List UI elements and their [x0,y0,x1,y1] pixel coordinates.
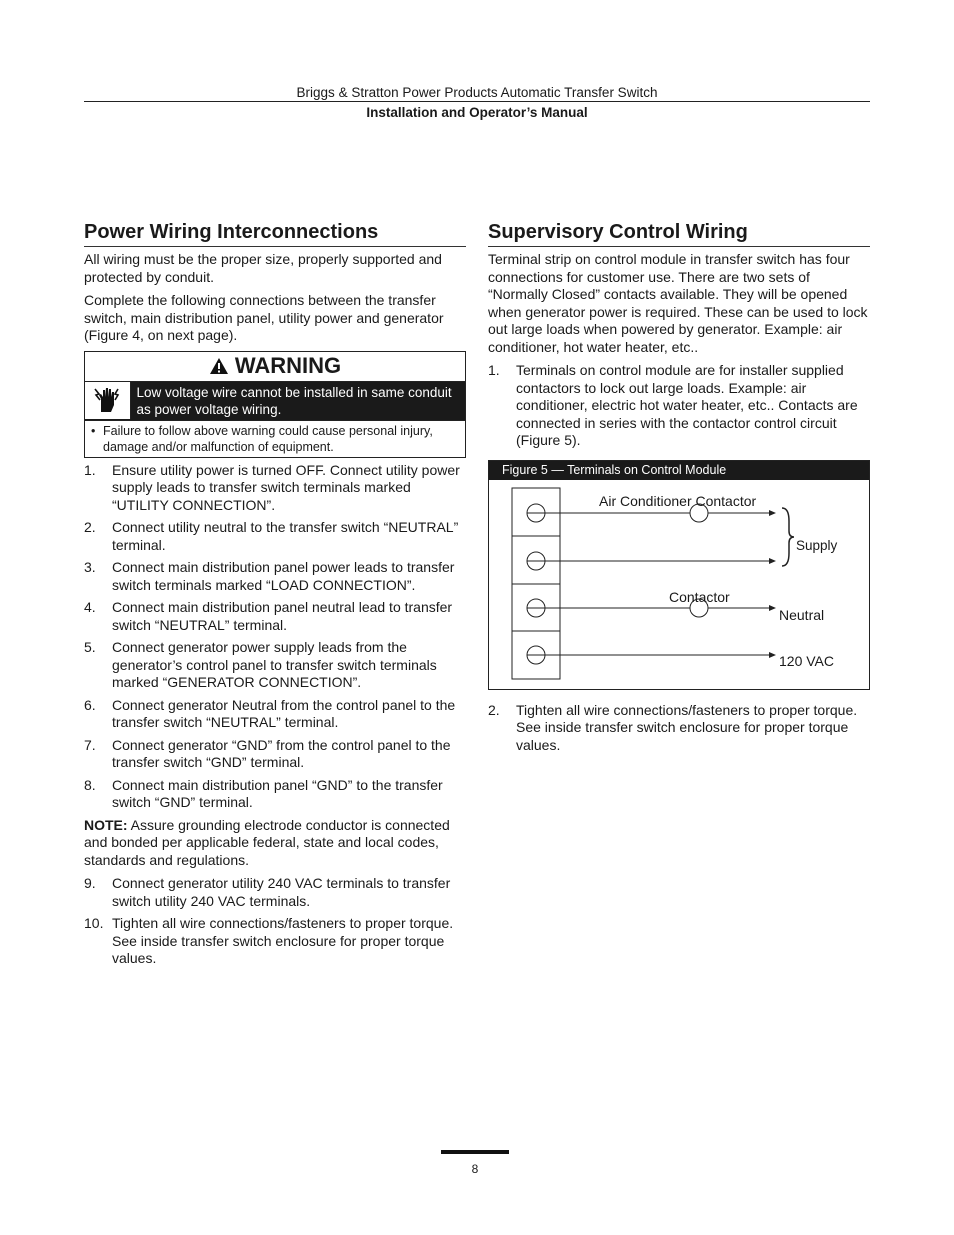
note-text: Assure grounding electrode conductor is connected and bonded per applicable federal, state and local codes, standards and regulations. [84,816,450,868]
warning-title: WARNING [234,353,342,379]
list-item: 7. Connect generator “GND” from the control panel to the transfer switch “GND” terminal. [84,736,451,770]
arrow-2 [769,558,776,564]
grounding-note [84,817,466,870]
header-subtitle: Installation and Operator’s Manual [366,105,588,120]
arrow-neutral [769,605,776,611]
label-neutral: Neutral [779,606,825,623]
arrow-1 [769,510,776,516]
supervisory-steps-continued [488,702,870,755]
page-number: 8 [471,1162,479,1176]
list-item: 1. Terminals on control module are for installer supplied contactors to lock out large loads. Example: air conditioner, electric hot water heater, etc.. Contacts are connected in series with the contactor control circuit (Figure 5). [488,362,858,448]
right-column [488,220,870,759]
warning-title-row [85,352,465,381]
list-item: 4. Connect main distribution panel neutral lead to transfer switch “NEUTRAL” terminal. [84,599,453,633]
list-item: 3. Connect main distribution panel power leads to transfer switch terminals marked “LOAD CONNECTION”. [84,559,455,593]
supervisory-steps [488,362,870,450]
warning-box [84,351,466,458]
list-item: 6. Connect generator Neutral from the control panel to the transfer switch “NEUTRAL” terminal. [84,696,456,730]
header-title: Briggs & Stratton Power Products Automatic Transfer Switch [296,85,658,100]
label-supply: Supply [796,537,838,553]
warning-message: Low voltage wire cannot be installed in same conduit as power voltage wiring. [136,384,452,417]
left-para-1: All wiring must be the proper size, properly supported and protected by conduit. [84,251,442,285]
page-header [84,84,870,122]
list-item: 2. Connect utility neutral to the transfer switch “NEUTRAL” terminal. [84,519,459,553]
left-column [84,220,466,973]
supply-brace [782,508,794,566]
figure-terminals [488,460,870,690]
power-wiring-steps-continued [84,875,466,968]
list-item: 5. Connect generator power supply leads from the generator’s control panel to transfer switch terminals marked “GENERATOR CONNECTION”. [84,639,437,690]
left-para-2: Complete the following connections between the transfer switch, main distribution panel, utility power and generator (Figure 4, on next page). [84,292,444,343]
warning-note: • Failure to follow above warning could cause personal injury, damage and/or malfunction of equipment. [85,420,465,457]
figure-caption: Figure 5 — Terminals on Control Module [489,461,869,480]
note-label: NOTE: [84,816,128,833]
list-item: 8. Connect main distribution panel “GND” to the transfer switch “GND” terminal. [84,776,443,810]
list-item: 2. Tighten all wire connections/fasteners to proper torque. See inside transfer switch enclosure for proper torque values. [488,701,858,753]
warning-triangle-icon [209,357,229,375]
footer-bar [441,1150,509,1154]
warning-message-bar [85,381,465,420]
power-wiring-steps [84,462,466,812]
list-item: 10. Tighten all wire connections/fasteners to proper torque. See inside transfer switch enclosure for proper torque values. [84,915,454,966]
supervisory-wiring-heading: Supervisory Control Wiring [488,220,870,247]
list-item: 1. Ensure utility power is turned OFF. Connect utility power supply leads to transfer switch terminals marked “UTILITY CONNECTION”. [84,461,460,513]
electric-shock-hand-icon [85,382,131,419]
label-ac-contactor: Air Conditioner Contactor [599,492,757,509]
list-item: 9. Connect generator utility 240 VAC terminals to transfer switch utility 240 VAC terminals. [84,875,451,909]
power-wiring-heading: Power Wiring Interconnections [84,220,466,247]
label-120vac: 120 VAC [779,652,834,669]
right-para-1: Terminal strip on control module in transfer switch has four connections for customer use. There are two sets of “Normally Closed” contacts available. They will be opened when generator power is required. These can be used to lock out large loads when powered by generator. Example: air conditioner, hot water heater, etc.. [488,251,868,355]
header-rule [84,101,870,102]
label-contactor: Contactor [669,588,730,605]
arrow-120vac [769,652,776,658]
